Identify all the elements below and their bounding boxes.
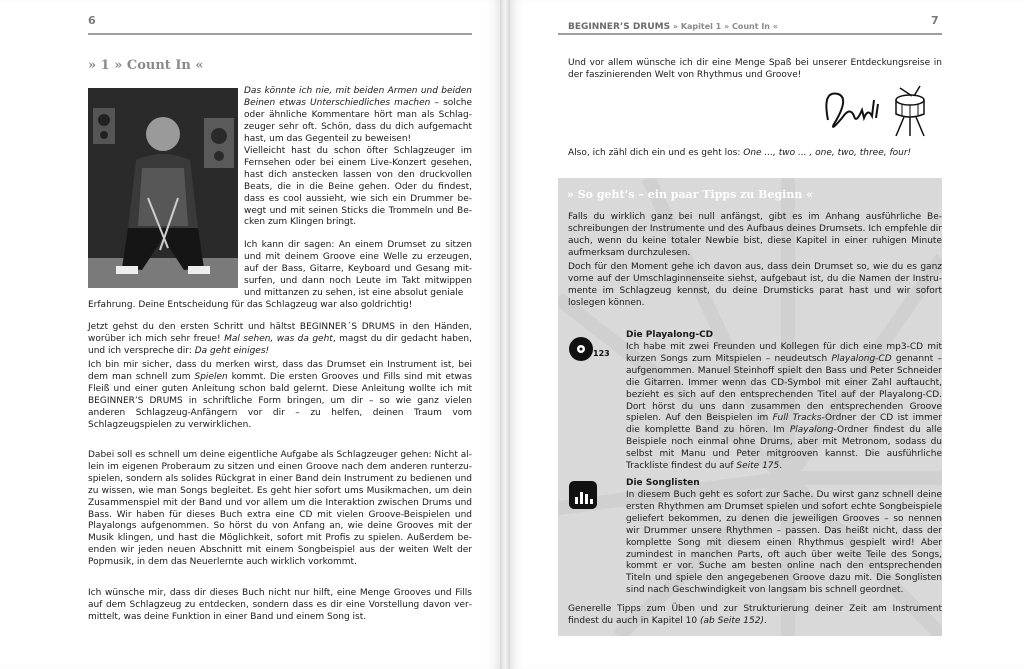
cd-icon-number: 123 — [593, 349, 610, 358]
cd-icon-box — [568, 334, 608, 364]
signature-drum-icon — [820, 80, 930, 140]
songlist-heading: Die Songlisten — [626, 478, 700, 488]
paragraph-fernsehen: Vielleicht hast du schon öfter Schlagzeuger im Fernsehen oder bei einem Live-Konzert gesehen, hast dich anstecken lassen von den druckvollen Beats, die in die Beine gehen. Oder du findest, dass es cool aussieht, wie sich ein Drummer bewegt und mit seinen Sticks die Trommeln und Becken zum Klingen bringt. — [244, 146, 472, 228]
running-head: BEGINNER’S DRUMS » Kapitel 1 » Count In « — [568, 22, 778, 32]
songlist-text: In diesem Buch geht es sofort zur Sache. Du wirst ganz schnell deine ersten Rhythmen am Drumset spielen und sofort echte Songbeispiele geliefert bekommen, zu denen die jeweiligen Grooves – so nennen wir Drummer unsere Rhythmen – passen. Das heißt nicht, dass der komplette Song mit diesem einen Rhythmus gespielt wird! Aber zumindest in manchen Parts, oft auch über weite Teile des Songs, kommt er vor. Suche am besten online nach den entsprechenden Titeln und spiele den angegebenen Groove dazu mit. Die Songlisten sind nach Geschwindigkeit von langsam bis schnell geordnet. — [626, 490, 942, 596]
paragraph-drumset: Ich kann dir sagen: An einem Drumset zu sitzen und mit deinem Groove eine Welle zu erzeugen, auf der Bass, Gitarre, Keyboard und Gesang mitsurfen, und dann noch Leute im Takt mitwippen und mittanzen zu sehen, ist eine absolut geniale — [244, 240, 472, 298]
songlist-icon-box — [568, 480, 608, 510]
paragraph-drumset-tail: Erfahrung. Deine Entscheidung für das Schlagzeug war also goldrichtig! — [88, 300, 413, 310]
paragraph-instrument: Ich bin mir sicher, dass du merken wirst, dass das Drumset ein Instrument ist, bei dem man schnell zum Spielen kommt. Die ersten Grooves und Fills sind mit etwas Fleiß und einer guten Anleitung schon bald gelernt. Diese Anleitung wollte ich mit BEGINNER’S DRUMS in schriftliche Form bringen, um dir – so wie ganz vielen anderen Schlagzeug-Anfängern vor dir – zu helfen, deinen Traum vom Schlagzeugspielen zu verwirklichen. — [88, 360, 472, 430]
cd-heading: Die Playalong-CD — [626, 330, 714, 340]
paragraph-aufgabe: Dabei soll es schnell um deine eigentliche Aufgabe als Schlagzeuger gehen: Nicht allein im eigenen Proberaum zu sitzen und einen Groove nach dem anderen runterzuspielen, sondern als solides Rückgrat in einer Band dein Instrument zu bedienen und zu wissen, wie man Songs begleitet. Es geht hier sofort ums Musikmachen, um dein Zusammenspiel mit der Band und vor allem um die Interaktion zwischen Drums und Bass. Wir haben für dieses Buch extra eine CD mit vielen Groove-Beispielen und Playalongs aufgenommen. So hörst du von Anfang an, wie deine Grooves mit der Musik klingen, und hast die Möglichkeit, sofort mit Profis zu spielen. Außerdem beenden wir jeden neuen Abschnitt mit einem Songbeispiel aus der weiten Welt der Popmusik, in dem das Neuerlernte auch wirklich vorkommt. — [88, 450, 472, 568]
header-rule-right — [558, 33, 942, 35]
cd-text-lead — [626, 342, 942, 473]
paragraph-wunsch: Ich wünsche mir, dass dir dieses Buch nicht nur hilft, eine Menge Grooves und Fills auf dem Schlagzeug zu entdecken, sondern dass es dir eine Vorstellung davon vermittelt, was deine Funktion in einer Band und einem Song ist. — [88, 588, 472, 622]
tips-paragraph-moment: Doch für den Moment gehe ich davon aus, dass dein Drumset so, wie du es ganz vorne auf der Umschlaginnenseite siehst, aufgebaut ist, du die Namen der Instrumente im Schlagzeug kennst, du deine Drumsticks parat hast und wir sofort loslegen können. — [568, 262, 942, 308]
intro-paragraph: Das könnte ich nie, mit beiden Armen und beiden Beinen etwas Unterschiedliches machen – solche oder ähnliche Kommentare hört man als Schlagzeuger sehr oft. Schön, dass du dich aufgemacht hast, um das Gegenteil zu beweisen! — [244, 86, 473, 144]
cd-text: Ich habe mit zwei Freunden und Kollegen für dich eine mp3-CD mit kurzen Songs zum Mitspielen – neudeutsch Playalong-CD genannt – aufgenommen. Manuel Steinhoff spielt den Bass und Peter Schneider die Gitarren. Immer wenn das CD-Symbol mit einer Zahl auftaucht, bezieht es sich auf den entsprechenden Titel auf der Playalong-CD. Dort hörst du uns dann zusammen den entsprechenden Groove spielen. Auf den Beispielen im Full Tracks-Ordner der CD ist immer die komplette Band zu hören. Im Playalong-Ordner findest du alle Beispiele noch einmal ohne Drums, aber mit Metronom, sodass du selbst mit Manu und Peter mitgrooven kannst. Die ausführliche Trackliste findest du auf Seite 175. — [626, 342, 943, 472]
tips-paragraph-generell: Generelle Tipps zum Üben und zur Strukturierung deiner Zeit am Instrument findest du auch in Kapitel 10 (ab Seite 152). — [568, 604, 942, 626]
page-number-left: 6 — [88, 14, 96, 27]
chapter-heading: » 1 » Count In « — [88, 58, 204, 73]
tips-title: » So geht’s – ein paar Tipps zu Beginn « — [567, 188, 814, 201]
header-rule-left — [88, 33, 472, 35]
author-photo — [88, 88, 238, 288]
drummer-photo-icon — [88, 88, 238, 288]
book-gutter — [500, 0, 510, 669]
paragraph-count-in: Also, ich zähl dich ein und es geht los: One ..., two ... , one, two, three, four! — [568, 148, 912, 158]
page-number-right: 7 — [931, 14, 939, 27]
songlist-icon — [568, 480, 598, 510]
author-signature — [820, 80, 930, 140]
tips-paragraph-anhang: Falls du wirklich ganz bei null anfängst, gibt es im Anhang ausführliche Beschreibungen der Instrumente und des Aufbaus deines Drumsets. Ich empfehle dir auch, wenn du keine totaler Newbie bist, diese Kapitel in einer ruhigen Minute aufmerksam durchzulesen. — [568, 212, 942, 258]
paragraph-spass: Und vor allem wünsche ich dir eine Menge Spaß bei unserer Entdeckungsreise in der faszinierenden Welt von Rhythmus und Groove! — [568, 58, 942, 80]
paragraph-first-step: Jetzt gehst du den ersten Schritt und hältst BEGINNER´S DRUMS in den Händen, worüber ich mich sehr freue! Mal sehen, was da geht, magst du dir gedacht haben, und ich verspreche dir: Da geht einiges! — [88, 322, 472, 356]
